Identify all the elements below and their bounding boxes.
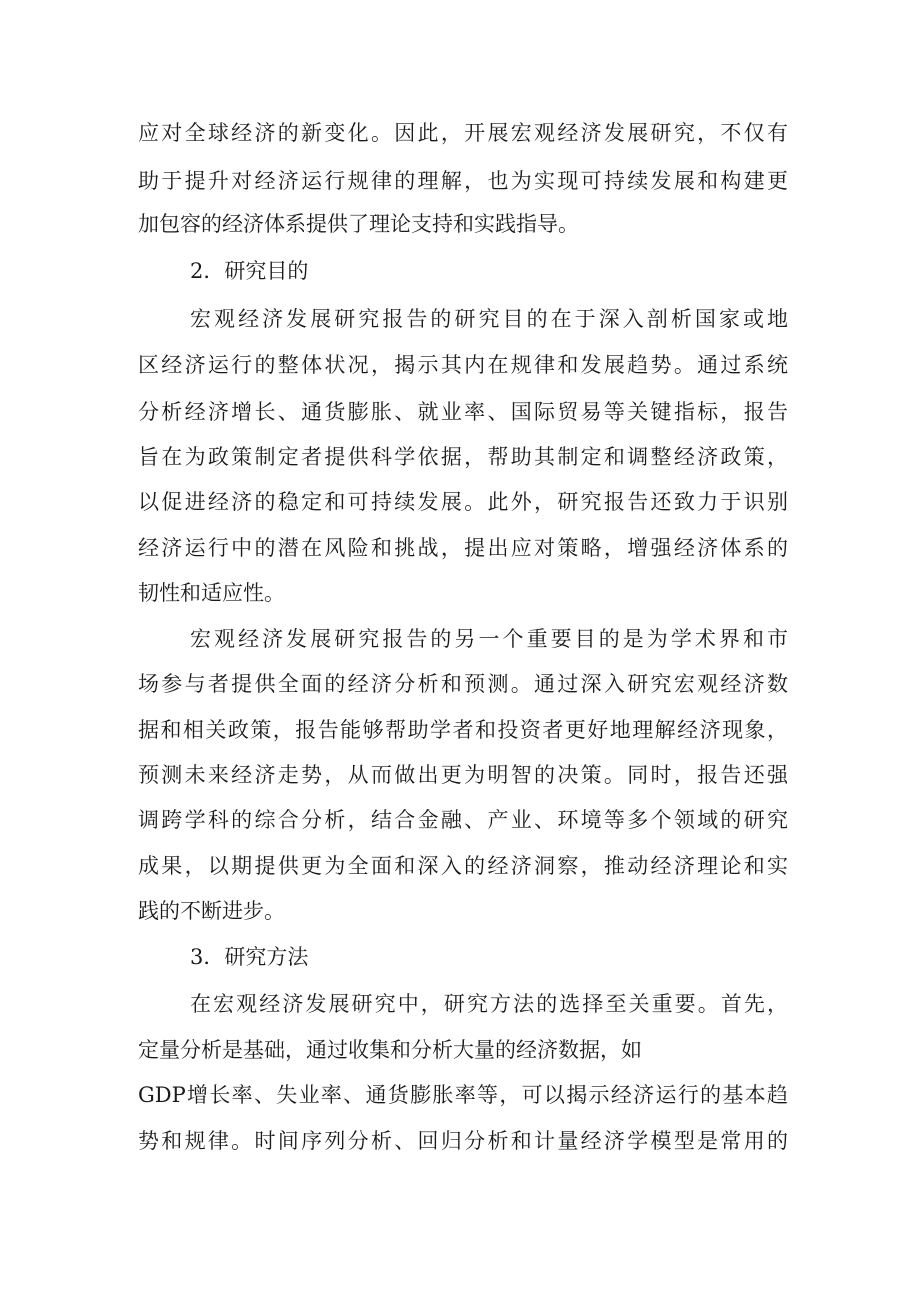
text-line: 宏观经济发展研究报告的另一个重要目的是为学术界和市 — [190, 627, 788, 651]
text-line: 韧性和适应性。 — [138, 581, 285, 605]
text-line: 加包容的经济体系提供了理论支持和实践指导。 — [138, 212, 579, 236]
text-line: 经济运行中的潜在风险和挑战，提出应对策略，增强经济体系的 — [138, 536, 788, 560]
text-line: 调跨学科的综合分析，结合金融、产业、环境等多个领域的研究 — [138, 808, 788, 832]
text-line: GDP增长率、失业率、通货膨胀率等，可以揭示经济运行的基本趋 — [138, 1083, 788, 1107]
text-line: 助于提升对经济运行规律的理解，也为实现可持续发展和构建更 — [138, 169, 788, 193]
text-line: 以促进经济的稳定和可持续发展。此外，研究报告还致力于识别 — [138, 490, 788, 514]
text-line: 分析经济增长、通货膨胀、就业率、国际贸易等关键指标，报告 — [138, 400, 788, 424]
section-heading: 2．研究目的 — [190, 259, 309, 283]
text-line: 旨在为政策制定者提供科学依据，帮助其制定和调整经济政策， — [138, 445, 788, 469]
text-line: 势和规律。时间序列分析、回归分析和计量经济学模型是常用的 — [138, 1129, 788, 1153]
text-line: 场参与者提供全面的经济分析和预测。通过深入研究宏观经济数 — [138, 672, 788, 696]
text-line: 区经济运行的整体状况，揭示其内在规律和发展趋势。通过系统 — [138, 353, 788, 377]
section-heading: 3．研究方法 — [190, 945, 309, 969]
text-line: 在宏观经济发展研究中，研究方法的选择至关重要。首先， — [190, 992, 788, 1016]
text-line: 据和相关政策，报告能够帮助学者和投资者更好地理解经济现象， — [138, 718, 788, 742]
text-line: 成果，以期提供更为全面和深入的经济洞察，推动经济理论和实 — [138, 854, 788, 878]
text-line: 宏观经济发展研究报告的研究目的在于深入剖析国家或地 — [190, 307, 788, 331]
text-line: 应对全球经济的新变化。因此，开展宏观经济发展研究，不仅有 — [138, 121, 788, 145]
text-line: 预测未来经济走势，从而做出更为明智的决策。同时，报告还强 — [138, 763, 788, 787]
text-line: 定量分析是基础，通过收集和分析大量的经济数据，如 — [138, 1038, 642, 1062]
text-line: 践的不断进步。 — [138, 899, 285, 923]
